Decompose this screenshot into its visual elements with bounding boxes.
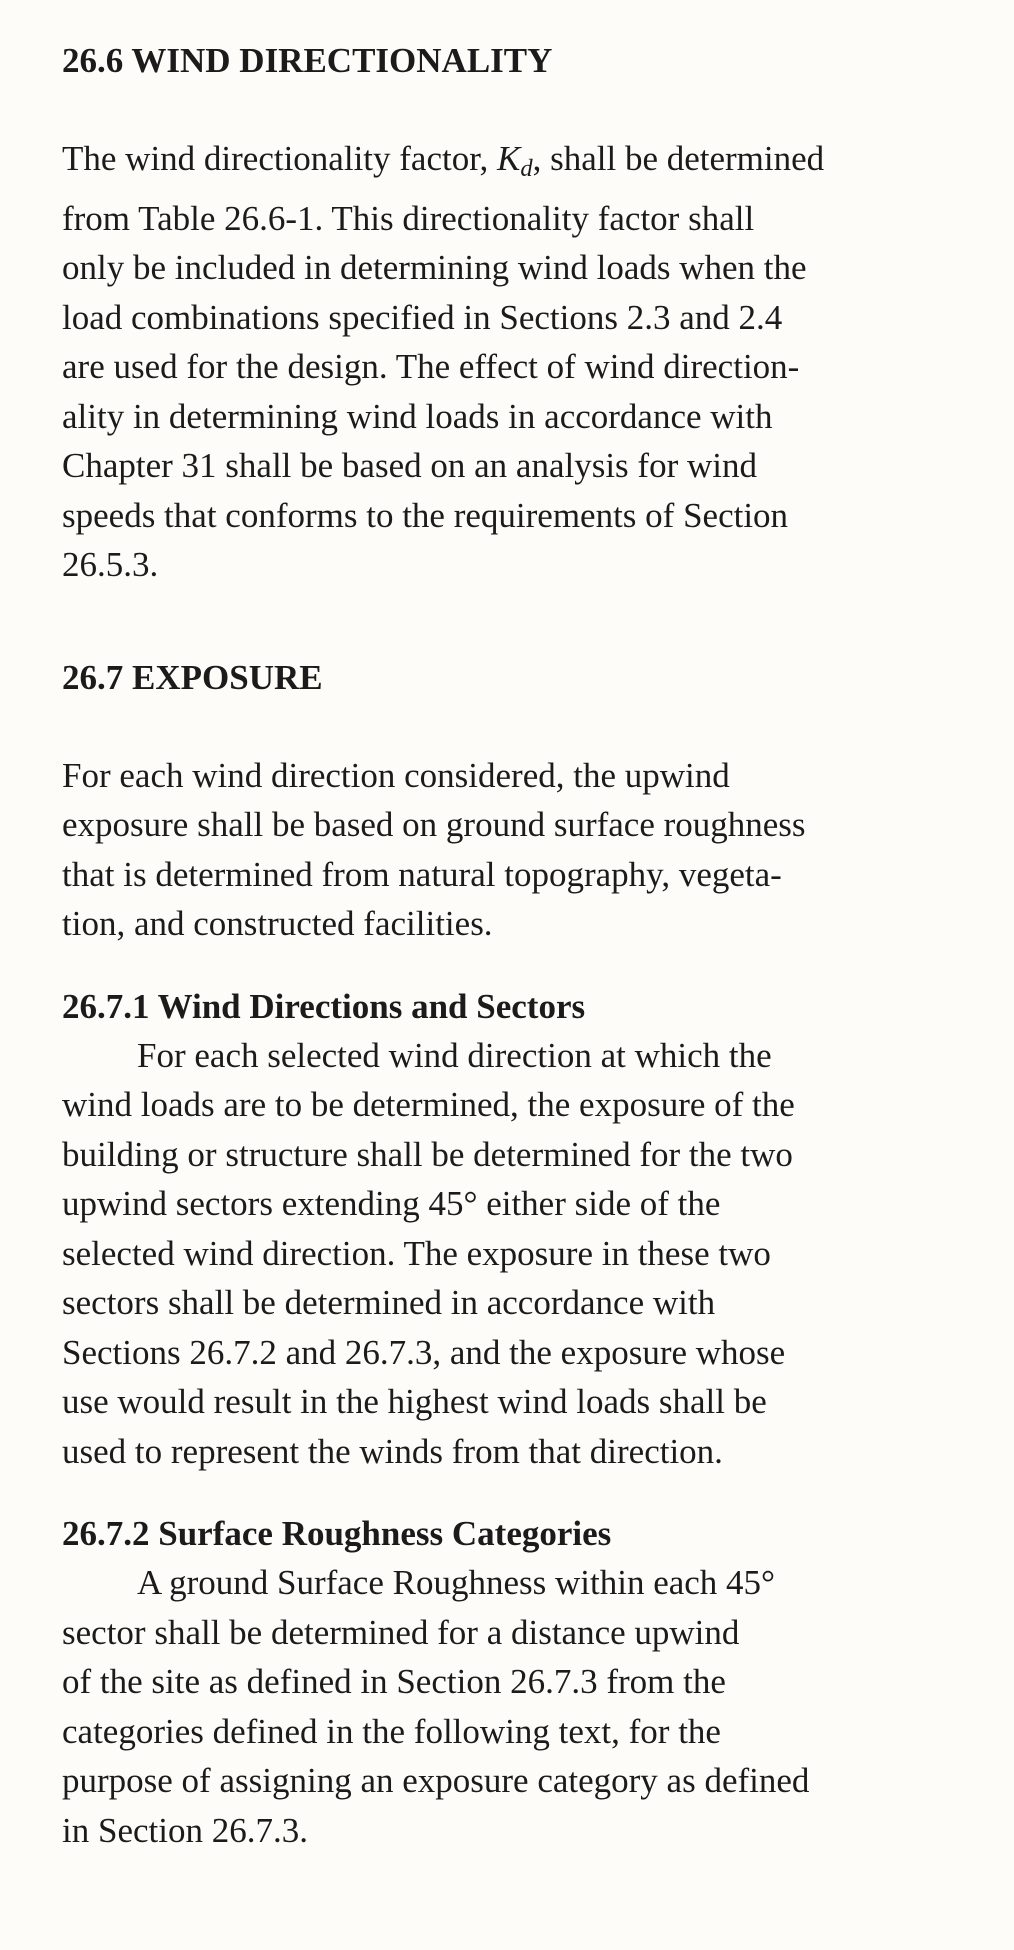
subscript-d: d bbox=[520, 155, 533, 183]
para-line: use would result in the highest wind loads shall be bbox=[62, 1382, 767, 1422]
para-line: that is determined from natural topography, vegeta- bbox=[62, 854, 782, 894]
para-line: 26.5.3. bbox=[62, 545, 159, 585]
para-line: categories defined in the following text, for the bbox=[62, 1711, 721, 1751]
para-line: from Table 26.6-1. This directionality factor shall bbox=[62, 198, 755, 238]
section-26-6-body bbox=[62, 134, 1002, 590]
symbol-k: K bbox=[496, 139, 521, 178]
para-line: used to represent the winds from that direction. bbox=[62, 1431, 723, 1471]
document-page bbox=[62, 36, 1002, 1855]
para-line: upwind sectors extending 45° either side of the bbox=[62, 1184, 721, 1224]
section-26-7-2-heading: 26.7.2 Surface Roughness Categories bbox=[62, 1514, 612, 1554]
para-line: A ground Surface Roughness within each 45° bbox=[137, 1563, 776, 1603]
section-26-7-1-body bbox=[62, 1031, 1002, 1477]
para-line: sector shall be determined for a distance upwind bbox=[62, 1612, 740, 1652]
para-line: only be included in determining wind loads when the bbox=[62, 248, 807, 288]
para-line: speeds that conforms to the requirements of Section bbox=[62, 495, 789, 535]
para-line: wind loads are to be determined, the exposure of the bbox=[62, 1085, 795, 1125]
para-line: selected wind direction. The exposure in these two bbox=[62, 1233, 771, 1273]
para-line: Sections 26.7.2 and 26.7.3, and the exposure whose bbox=[62, 1332, 786, 1372]
para-line: sectors shall be determined in accordance with bbox=[62, 1283, 716, 1323]
para-line: For each wind direction considered, the upwind bbox=[62, 755, 730, 795]
section-26-7-1-heading: 26.7.1 Wind Directions and Sectors bbox=[62, 986, 586, 1026]
section-26-7-2-body bbox=[62, 1558, 1002, 1855]
para-line: Chapter 31 shall be based on an analysis for wind bbox=[62, 446, 757, 486]
section-26-7-heading: 26.7 EXPOSURE bbox=[62, 657, 323, 697]
para-line: building or structure shall be determined for the two bbox=[62, 1134, 793, 1174]
section-26-6-heading: 26.6 WIND DIRECTIONALITY bbox=[62, 41, 553, 80]
para-line: of the site as defined in Section 26.7.3 from the bbox=[62, 1662, 726, 1702]
para-line: purpose of assigning an exposure category as defined bbox=[62, 1761, 810, 1801]
section-26-7-body bbox=[62, 751, 1002, 949]
para-line: ality in determining wind loads in accordance with bbox=[62, 396, 773, 436]
para-line: The wind directionality factor, $K_d$, shall be determined bbox=[62, 139, 825, 183]
para-line: For each selected wind direction at which the bbox=[137, 1035, 772, 1075]
para-line: exposure shall be based on ground surface roughness bbox=[62, 805, 806, 845]
para-line: tion, and constructed facilities. bbox=[62, 904, 493, 944]
para-line: in Section 26.7.3. bbox=[62, 1810, 308, 1850]
para-line: are used for the design. The effect of wind direction- bbox=[62, 347, 800, 387]
para-line: load combinations specified in Sections 2.3 and 2.4 bbox=[62, 297, 783, 337]
